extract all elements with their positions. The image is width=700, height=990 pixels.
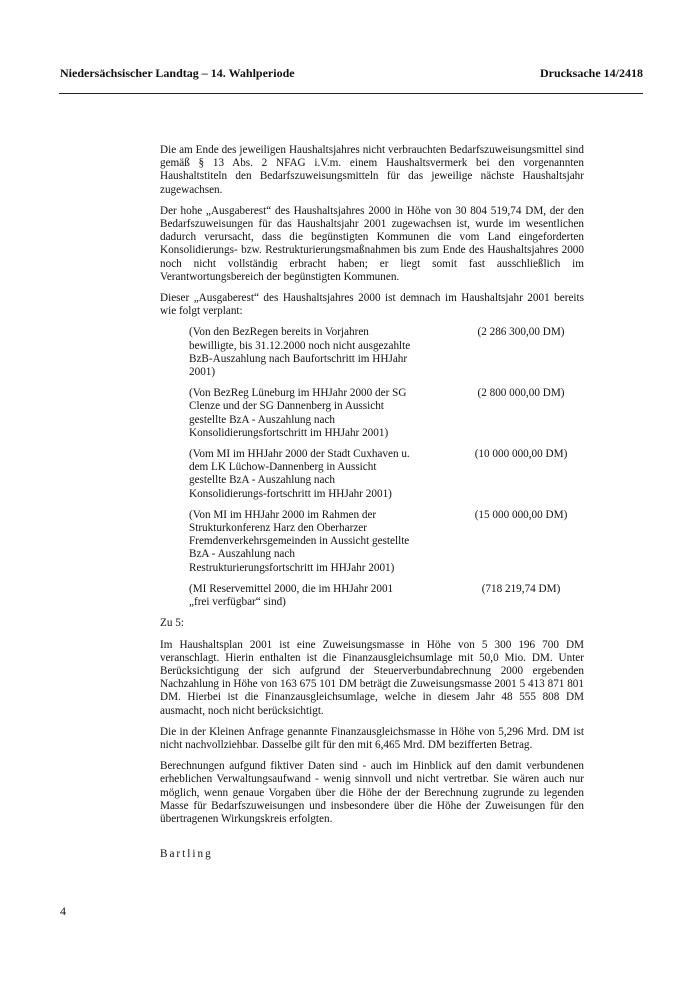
header-rule xyxy=(59,93,643,94)
header-left: Niedersächsischer Landtag – 14. Wahlperiode xyxy=(60,66,295,80)
allocation-amount: (10 000 000,00 DM) xyxy=(474,448,568,461)
allocation-row xyxy=(160,583,584,617)
paragraph: Die in der Kleinen Anfrage genannte Finanzausgleichsmasse in Höhe von 5,296 Mrd. DM ist nicht nachvollziehbar. Dasselbe gilt für den mit 6,465 Mrd. DM bezifferten Betrag. xyxy=(160,725,584,751)
section-label: Zu 5: xyxy=(160,617,184,630)
page-header xyxy=(60,66,643,81)
paragraph: Die am Ende des jeweiligen Haushaltsjahres nicht verbrauchten Bedarfszuweisungsmittel sind gemäß § 13 Abs. 2 NFAG i.V.m. einem Haushaltsvermerk bei den vorgenannten Haushaltstiteln den Bedarfszuweisungsmitteln für das jeweilige nächste Haushaltsjahr zugewachsen. xyxy=(160,144,584,196)
allocation-row xyxy=(160,387,584,448)
paragraph: Berechnungen aufgund fiktiver Daten sind - auch im Hinblick auf den damit verbundenen erheblichen Verwaltungsaufwand - wenig sinnvoll und nicht vertretbar. Sie wären auch nur möglich, wenn genaue Vorgaben über die Höhe der der Berechnung zugrunde zu legenden Masse für Bedarfszuweisungen und insbesondere über die Höhe der Zuweisungen für den übertragenen Wirkungskreis erfolgten. xyxy=(160,760,584,825)
allocation-description: (Von den BezRegen bereits in Vorjahren bewilligte, bis 31.12.2000 noch nicht ausgezahlte BzB-Auszahlung nach Baufortschritt im HHJahr 2001) xyxy=(189,326,411,379)
paragraph: Im Haushaltsplan 2001 ist eine Zuweisungsmasse in Höhe von 5 300 196 700 DM veranschlagt. Hierin enthalten ist die Finanzausgleichsumlage mit 50,0 Mio. DM. Unter Berücksichtigung der sich aufgrund der Steuerverbundabrechnung 2000 ergebenden Nachzahlung in Höhe von 163 675 101 DM beträgt die Zuweisungsmasse 2001 5 413 871 801 DM. Hierbei ist die Finanzausgleichsumlage, welche in diesem Jahr 48 555 808 DM ausmacht, noch nicht berücksichtigt. xyxy=(160,638,584,717)
allocation-description: (MI Reservemittel 2000, die im HHJahr 2001 „frei verfügbar“ sind) xyxy=(189,582,394,609)
page-number: 4 xyxy=(60,904,66,918)
signature: Bartling xyxy=(160,848,213,861)
allocation-row xyxy=(160,448,584,509)
allocation-amount: (2 286 300,00 DM) xyxy=(477,326,565,339)
paragraph: Der hohe „Ausgaberest“ des Haushaltsjahres 2000 in Höhe von 30 804 519,74 DM, der den Bedarfszuweisungen für das Haushaltsjahr 2001 zugewachsen ist, wurde im wesentlichen dadurch verursacht, dass die begünstigten Kommunen die vom Land eingeforderten Konsolidierungs- bzw. Restrukturierungsmaßnahmen bis zum Ende des Haushaltsjahres 2000 noch nicht vollständig erbracht haben; er liegt somit fast ausschließlich im Verantwortungsbereich der begünstigten Kommunen. xyxy=(160,204,584,283)
allocation-list xyxy=(160,326,584,617)
allocation-description: (Von BezReg Lüneburg im HHJahr 2000 der SG Clenze und der SG Dannenberg in Aussicht gestellte BzA - Auszahlung nach Konsolidierungsfortschritt im HHJahr 2001) xyxy=(189,387,407,439)
allocation-amount: (15 000 000,00 DM) xyxy=(474,508,568,521)
allocation-row xyxy=(160,509,584,583)
allocation-description: (Vom MI im HHJahr 2000 der Stadt Cuxhaven u. dem LK Lüchow-Dannenberg in Aussicht gestellte BzA - Auszahlung nach Konsolidierungs-fortschritt im HHJahr 2001) xyxy=(189,448,410,500)
document-body xyxy=(160,144,584,869)
allocation-amount: (2 800 000,00 DM) xyxy=(477,387,565,400)
paragraph: Dieser „Ausgaberest“ des Haushaltsjahres 2000 ist demnach im Haushaltsjahr 2001 bereits wie folgt verplant: xyxy=(160,292,584,318)
allocation-amount: (718 219,74 DM) xyxy=(481,582,561,595)
allocation-description: (Von MI im HHJahr 2000 im Rahmen der Strukturkonferenz Harz den Oberharzer Fremdenverkehrsgemeinden in Aussicht gestellte BzA - Auszahlung nach Restrukturierungsfortschritt im HHJahr 2001) xyxy=(189,508,410,574)
allocation-row xyxy=(160,326,584,387)
header-right: Drucksache 14/2418 xyxy=(540,66,643,80)
